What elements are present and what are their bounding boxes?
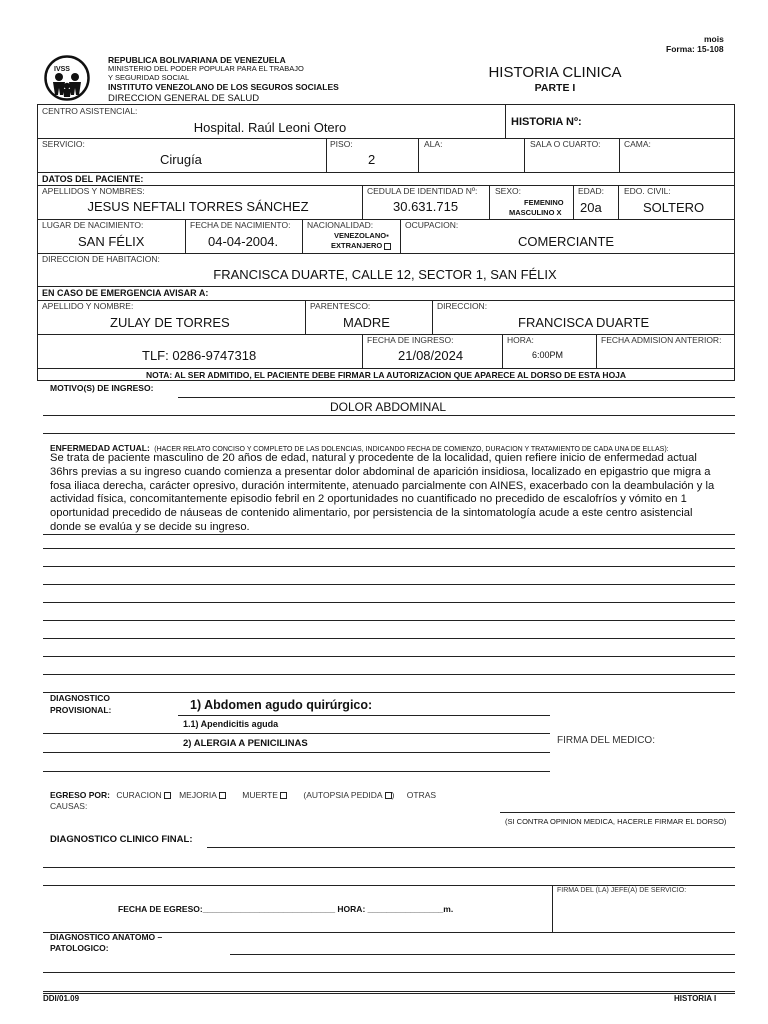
curacion-checkbox[interactable] [164,792,171,799]
svg-text:IVSS: IVSS [54,66,70,73]
egreso-row [50,791,436,800]
mejoria-checkbox[interactable] [219,792,226,799]
nac-extranjero-checkbox[interactable] [384,243,391,250]
civil-value: SOLTERO [643,200,705,215]
direccion-label: DIRECCION DE HABITACION: [42,254,160,264]
sexo-masculino [509,209,562,217]
nac-venezolano-label: VENEZOLANO [334,231,387,240]
sexo-masculino-label: MASCULINO [509,208,555,217]
enfermedad-line: donde se evalúa y se decide su ingreso. [50,520,250,533]
egreso-mejoria: MEJORIA [179,790,217,800]
sexo-femenino: FEMENINO [524,198,564,207]
enfermedad-label: ENFERMEDAD ACTUAL: [50,443,150,453]
org-line-3: Y SEGURIDAD SOCIAL [108,73,190,82]
ivss-logo [44,55,90,101]
datos-paciente-label: DATOS DEL PACIENTE: [42,174,144,184]
enfermedad-line: 36hrs previas a su ingreso cuando comienza a presentar dolor abdominal de aparición insidiosa, localizado en epigastrio que migra a [50,465,711,478]
diag-item-1-1: 1.1) Apendicitis aguda [183,719,279,729]
enfermedad-line: oportunidad precedido de náuseas de contenido alimentario, por persistencia de la sintomatología acude a este centro asistencial [50,507,693,520]
centro-value: Hospital. Raúl Leoni Otero [193,120,347,135]
diag-item-1: 1) Abdomen agudo quirúrgico: [190,698,373,712]
enfermedad-instructions: (HACER RELATO CONCISO Y COMPLETO DE LAS DOLENCIAS, INDICANDO FECHA DE COMIENZO, DURACION Y TRATAMIENTO DE CADA UNA DE ELLAS): [154,446,669,453]
anatomo-label-1: DIAGNOSTICO ANATOMO – [50,932,163,942]
enfermedad-text [50,452,740,535]
causas-label: CAUSAS: [50,801,88,811]
form-number: Forma: 15-108 [666,44,724,54]
motivo-label: MOTIVO(S) DE INGRESO: [50,383,154,393]
civil-label: EDO. CIVIL: [624,186,671,196]
org-line-1: REPUBLICA BOLIVARIANA DE VENEZUELA [108,55,286,65]
sexo-label: SEXO: [495,186,521,196]
egreso-otras: OTRAS [406,790,437,800]
parentesco-label: PARENTESCO: [310,301,371,311]
muerte-checkbox[interactable] [280,792,287,799]
servicio-value: Cirugía [160,152,202,167]
enfermedad-line: actividad física, concomitantemente episodio febril en 2 oportunidades no cuantificado no precedido de escalofríos y vómito en 1 [50,493,687,506]
ocupacion-label: OCUPACION: [405,220,459,230]
edad-value: 20a [580,200,602,215]
autopsia-checkbox[interactable] [385,792,392,799]
fecha-admision-label: FECHA ADMISION ANTERIOR: [601,335,722,345]
box-left-border [37,104,38,381]
cedula-value: 30.631.715 [393,199,459,214]
diag-prov-label-1: DIAGNOSTICO [50,693,110,703]
firma-jefe-label: FIRMA DEL (LA) JEFE(A) DE SERVICIO: [557,887,687,894]
servicio-label: SERVICIO: [42,139,85,149]
nombres-label: APELLIDOS Y NOMBRES: [42,186,145,196]
firma-medico-label: FIRMA DEL MEDICO: [557,735,655,746]
fecha-nac-value: 04-04-2004. [208,234,279,249]
motivo-value: DOLOR ABDOMINAL [329,400,447,414]
ocupacion-value: COMERCIANTE [518,234,615,249]
egreso-label: EGRESO POR: [50,790,110,800]
form-subtitle: PARTE I [534,82,576,94]
sexo-masculino-mark: X [556,208,562,217]
sala-label: SALA O CUARTO: [530,139,601,149]
centro-label: CENTRO ASISTENCIAL: [42,106,138,116]
footer-code: DDI/01.09 [43,994,80,1003]
telefono-value: TLF: 0286-9747318 [142,348,257,363]
contacto-nombre-value: ZULAY DE TORRES [110,315,230,330]
fecha-egreso: FECHA DE EGRESO:____________________________ HORA: ________________m. [118,904,454,914]
nota-text: NOTA: AL SER ADMITIDO, EL PACIENTE DEBE FIRMAR LA AUTORIZACION QUE APARECE AL DORSO DE ESTA HOJA [145,370,627,380]
egreso-muerte: MUERTE [242,790,278,800]
lugar-value: SAN FÉLIX [78,234,145,249]
nacionalidad-label: NACIONALIDAD: [307,220,374,230]
nac-venezolano [334,232,389,240]
org-line-5: DIRECCION GENERAL DE SALUD [108,93,260,104]
cedula-label: CEDULA DE IDENTIDAD Nº: [367,186,478,196]
fecha-nac-label: FECHA DE NACIMIENTO: [190,220,291,230]
nac-extranjero [331,242,391,250]
cama-label: CAMA: [624,139,651,149]
emergencia-label: EN CASO DE EMERGENCIA AVISAR A: [42,288,209,298]
contacto-direccion-label: DIRECCION: [437,301,488,311]
nac-venezolano-mark: ▪ [386,231,389,240]
anatomo-label-2: PATOLOGICO: [50,943,109,953]
hora-label: HORA: [507,335,534,345]
contra-opinion-note: (SI CONTRA OPINION MEDICA, HACERLE FIRMAR EL DORSO) [505,817,727,826]
fecha-ingreso-label: FECHA DE INGRESO: [367,335,454,345]
form-title: HISTORIA CLINICA [488,64,622,81]
diag-final-label: DIAGNOSTICO CLINICO FINAL: [50,834,193,845]
diag-prov-label-2: PROVISIONAL: [50,705,112,715]
box-right-border [734,104,735,381]
enfermedad-line: fosa iliaca derecha, carácter opresivo, duración intermitente, atenuado parcialmente con AINES, exacerbado con la deambulación y la [50,479,715,492]
org-line-2: MINISTERIO DEL PODER POPULAR PARA EL TRABAJO [108,64,304,73]
parentesco-value: MADRE [343,315,390,330]
fecha-ingreso-value: 21/08/2024 [398,348,464,363]
nombres-value: JESUS NEFTALI TORRES SÁNCHEZ [87,199,309,214]
corner-word: mois [704,34,724,44]
egreso-autopsia: (AUTOPSIA PEDIDA [303,790,383,800]
enfermedad-line: Se trata de paciente masculino de 20 años de edad, natural y procedente de la localidad, quien refiere inicio de enfermedad actual [50,452,697,464]
footer-title: HISTORIA I [674,994,717,1003]
nac-extranjero-label: EXTRANJERO [331,241,383,250]
ala-label: ALA: [424,139,443,149]
hora-value: 6:00PM [532,350,564,360]
contacto-direccion-value: FRANCISCA DUARTE [518,315,650,330]
historia-label: HISTORIA Nº: [511,116,582,128]
piso-label: PISO: [330,139,353,149]
diag-item-2: 2) ALERGIA A PENICILINAS [183,738,308,749]
direccion-value: FRANCISCA DUARTE, CALLE 12, SECTOR 1, SAN FÉLIX [213,267,557,282]
org-line-4: INSTITUTO VENEZOLANO DE LOS SEGUROS SOCIALES [108,82,339,92]
contacto-nombre-label: APELLIDO Y NOMBRE: [42,301,134,311]
piso-value: 2 [368,152,376,167]
lugar-label: LUGAR DE NACIMIENTO: [42,220,144,230]
edad-label: EDAD: [578,186,604,196]
egreso-autopsia-close: ) [391,790,395,800]
egreso-curacion: CURACION [116,790,162,800]
